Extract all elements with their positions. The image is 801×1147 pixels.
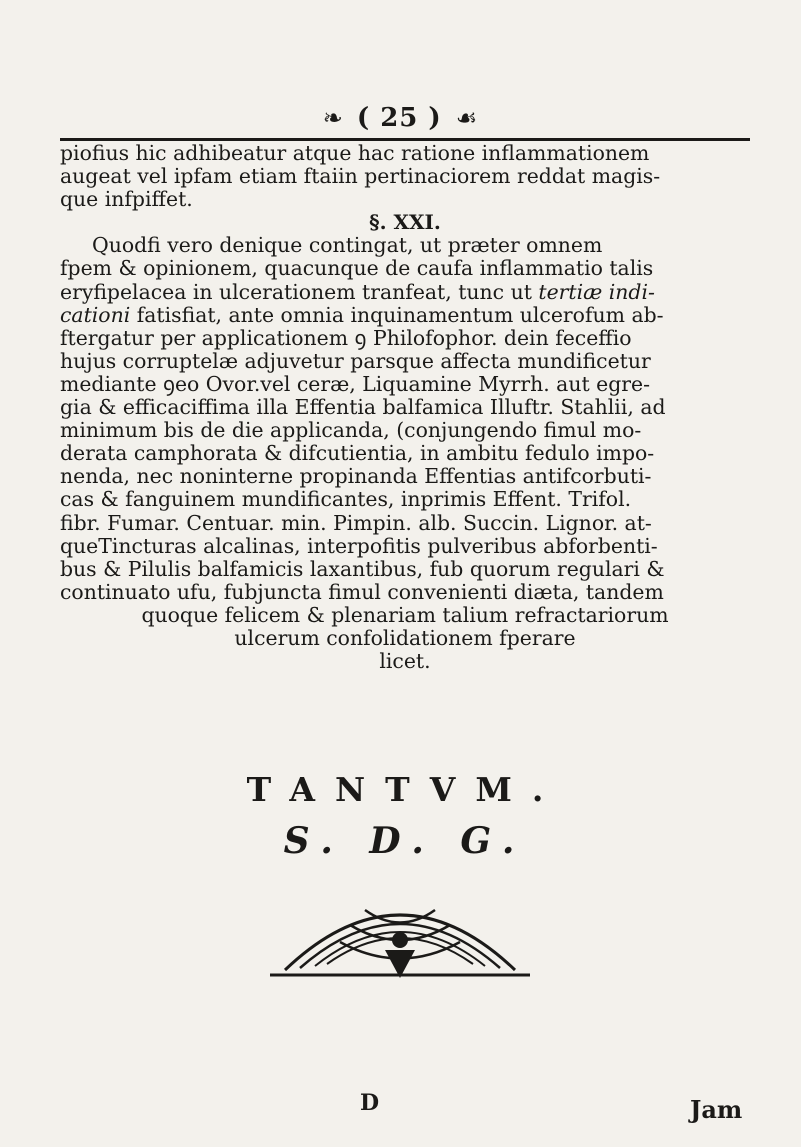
text-line: ulcerum confolidationem fperare [234, 625, 576, 650]
text-line: gia & efficaciffima illa Effentia balfamica Illuftr. Stahlii, ad [60, 395, 666, 420]
text-line: ftergatur per applicationem ꝯ Philofophor. dein feceffio [60, 325, 632, 350]
italic-segment: tertiæ indi- [538, 279, 655, 304]
text-line: nenda, nec noninterne propinanda Effentias antifcorbuti- [60, 464, 652, 489]
text-line: Quodfi vero denique contingat, ut præter omnem [92, 233, 603, 258]
italic-segment: cationi [60, 302, 131, 327]
text-line [60, 281, 750, 304]
text-line: piofius hic adhibeatur atque hac ratione inflammationem [60, 141, 650, 165]
text-line: derata camphorata & difcutientia, in ambitu fedulo impo- [60, 441, 655, 466]
catchword: Jam [690, 1095, 743, 1124]
text-segment: fatisfiat, ante omnia inquinamentum ulcerofum ab- [136, 302, 664, 327]
ornament-left-icon: ❧ [322, 104, 343, 132]
text-segment: eryfipelacea in ulcerationem tranfeat, tunc ut [60, 279, 532, 304]
text-line [60, 304, 750, 327]
text-line: fpem & opinionem, quacunque de caufa inflammatio talis [60, 256, 654, 281]
running-header [90, 100, 710, 136]
text-line: quoque felicem & plenariam talium refractariorum [141, 602, 669, 627]
closing-sdg: S. D. G. [283, 820, 527, 862]
text-line: minimum bis de die applicanda, (conjungendo fimul mo- [60, 418, 642, 443]
woodcut-vignette-icon [265, 880, 535, 985]
text-line: continuato ufu, fubjuncta fimul convenienti diæta, tandem [60, 579, 664, 604]
ornament-right-icon: ☙ [455, 104, 478, 132]
text-line: hujus corruptelæ adjuvetur parsque affecta mundificetur [60, 348, 651, 373]
text-line: cas & fanguinem mundificantes, inprimis Effent. Trifol. [60, 487, 632, 512]
closing-tantum: TANTVM. [246, 770, 564, 809]
text-line: que infpiffet. [60, 187, 193, 212]
text-line: queTincturas alcalinas, interpofitis pulveribus abforbenti- [60, 533, 658, 558]
text-line: licet. [379, 649, 431, 674]
text-line: bus & Pilulis balfamicis laxantibus, fub quorum regulari & [60, 556, 665, 581]
text-line: augeat vel ipfam etiam ftaiin pertinaciorem reddat magis- [60, 164, 661, 189]
text-line: fibr. Fumar. Centuar. min. Pimpin. alb. Succin. Lignor. at- [60, 510, 652, 535]
text-line: mediante ꝯeo Ovor.vel ceræ, Liquamine Myrrh. aut egre- [60, 371, 650, 396]
section-heading: §. XXI. [369, 210, 441, 235]
body-text [60, 142, 750, 673]
signature-mark: D [360, 1090, 380, 1116]
page-number: ( 25 ) [356, 103, 442, 133]
